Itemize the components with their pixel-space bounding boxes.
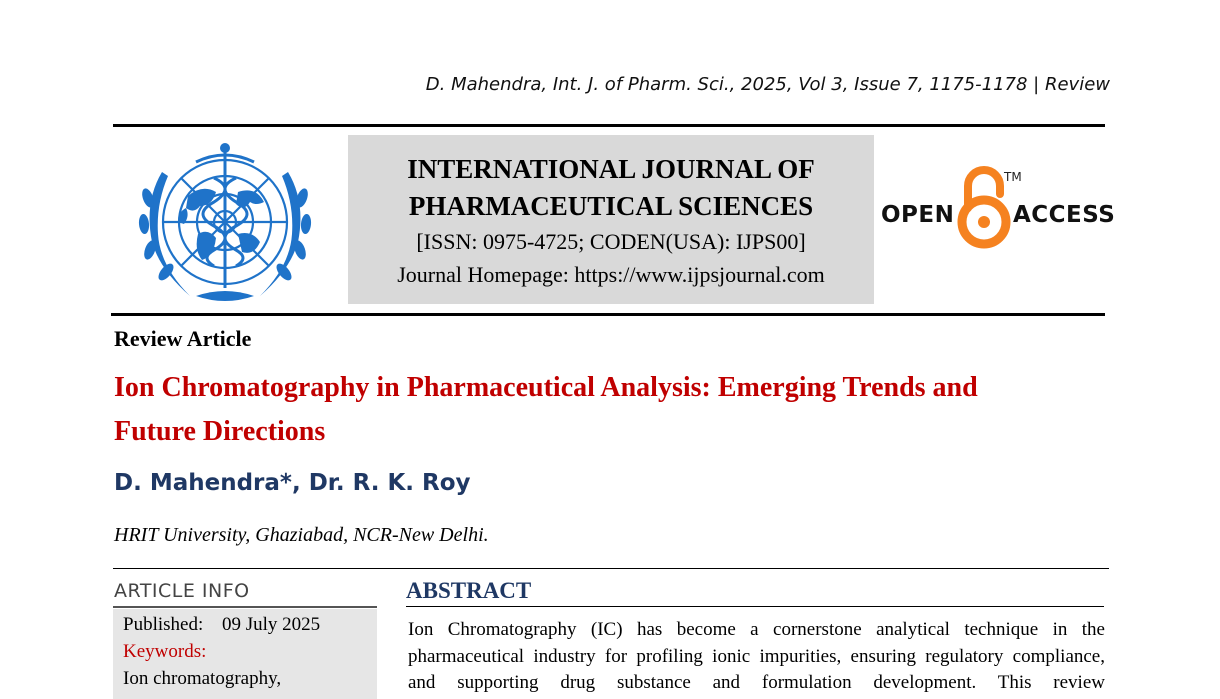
abstract-rule [406, 606, 1104, 607]
abstract-line3: and supporting drug substance and formulation development. This review [408, 672, 1105, 693]
published-label: Published: [123, 614, 204, 635]
abstract-line2: pharmaceutical industry for profiling ionic impurities, ensuring regulatory compliance, [408, 645, 1105, 667]
journal-issn: [ISSN: 0975-4725; CODEN(USA): IJPS00] [416, 229, 806, 254]
running-head: D. Mahendra, Int. J. of Pharm. Sci., 2025, Vol 3, Issue 7, 1175-1178 | Review [425, 74, 1110, 95]
access-word: ACCESS [1013, 202, 1116, 228]
abstract-heading: ABSTRACT [406, 578, 532, 603]
journal-homepage: Journal Homepage: https://www.ijpsjournal.com [397, 262, 825, 287]
header-rule-bottom [111, 313, 1105, 316]
published-row [123, 611, 367, 638]
keywords-label: Keywords: [123, 641, 207, 662]
article-info-heading: ARTICLE INFO [114, 580, 250, 602]
open-access-logo [878, 164, 1116, 254]
published-date: 09 July 2025 [221, 614, 321, 635]
journal-emblem-icon [126, 138, 324, 306]
abstract-text [408, 617, 1105, 697]
journal-title-line1: INTERNATIONAL JOURNAL OF [407, 154, 815, 184]
article-affiliation: HRIT University, Ghaziabad, NCR-New Delhi. [114, 524, 489, 546]
journal-title-line2: PHARMACEUTICAL SCIENCES [408, 191, 814, 221]
section-divider [113, 568, 1109, 569]
keywords-line: Ion chromatography, [123, 668, 282, 689]
article-title-line2: Future Directions [114, 416, 326, 447]
article-info-rule [113, 606, 377, 608]
trademark-mark: TM [1004, 170, 1022, 184]
journal-masthead [348, 135, 874, 304]
article-type: Review Article [114, 326, 252, 351]
article-title-line1: Ion Chromatography in Pharmaceutical Analysis: Emerging Trends and [114, 372, 978, 403]
article-title [114, 366, 1114, 454]
open-word: OPEN [881, 202, 955, 228]
article-authors: D. Mahendra*, Dr. R. K. Roy [114, 470, 471, 496]
header-rule-top [113, 124, 1105, 127]
article-info-box [113, 609, 377, 699]
abstract-line1: Ion Chromatography (IC) has become a cornerstone analytical technique in the [408, 619, 1105, 640]
